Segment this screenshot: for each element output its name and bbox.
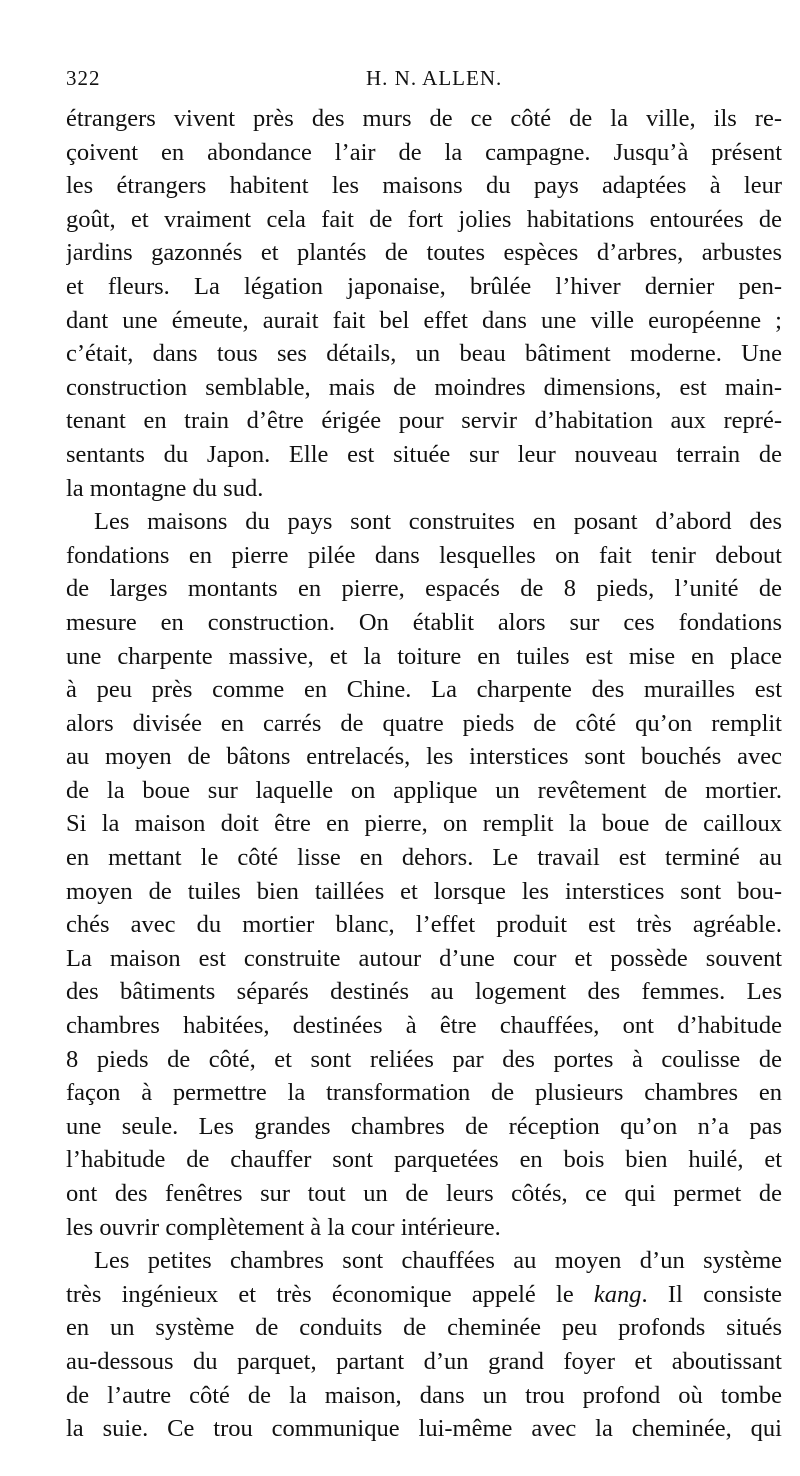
text-line: Les petites chambres sont chauffées au moyen d’un système [94, 1247, 782, 1275]
text-line: c’était, dans tous ses détails, un beau bâtiment moderne. Une [66, 340, 782, 368]
text-line: chés avec du mortier blanc, l’effet produit est très agréable. [66, 911, 782, 939]
text-line: une charpente massive, et la toiture en tuiles est mise en place [66, 642, 782, 670]
text-line: chambres habitées, destinées à être chauffées, ont d’habitude [66, 1012, 782, 1040]
text-line: tenant en train d’être érigée pour servir d’habitation aux repré- [66, 407, 782, 435]
text-line: moyen de tuiles bien taillées et lorsque les interstices sont bou- [66, 877, 782, 905]
text-line: les étrangers habitent les maisons du pays adaptées à leur [66, 172, 782, 200]
text-line: alors divisée en carrés de quatre pieds de côté qu’on remplit [66, 709, 782, 737]
page-number: 322 [66, 66, 101, 90]
text-line: fondations en pierre pilée dans lesquelles on fait tenir debout [66, 541, 782, 569]
text-line: goût, et vraiment cela fait de fort jolies habitations entourées de [66, 205, 782, 233]
text-line: des bâtiments séparés destinés au logement des femmes. Les [66, 978, 782, 1006]
text-line: en un système de conduits de cheminée peu profonds situés [66, 1314, 782, 1342]
text-line: de l’autre côté de la maison, dans un trou profond où tombe [66, 1381, 782, 1409]
text-line: Les maisons du pays sont construites en posant d’abord des [94, 508, 782, 536]
text-line: çoivent en abondance l’air de la campagne. Jusqu’à présent [66, 138, 782, 166]
text-line: sentants du Japon. Elle est située sur leur nouveau terrain de [66, 440, 782, 468]
text-line: ont des fenêtres sur tout un de leurs côtés, ce qui permet de [66, 1180, 782, 1207]
book-page [66, 66, 782, 1446]
text-line: étrangers vivent près des murs de ce côté de la ville, ils re- [66, 105, 782, 132]
text-line: dant une émeute, aurait fait bel effet dans une ville européenne ; [66, 306, 782, 334]
body-text [66, 102, 782, 1446]
text-line: construction semblable, mais de moindres dimensions, est main- [66, 373, 782, 401]
text-line: de larges montants en pierre, espacés de 8 pieds, l’unité de [66, 575, 782, 603]
italic-term: kang [593, 1280, 642, 1308]
text-line: la montagne du sud. [66, 474, 264, 502]
text-line: au moyen de bâtons entrelacés, les interstices sont bouchés avec [66, 743, 782, 771]
text-line: façon à permettre la transformation de plusieurs chambres en [66, 1079, 782, 1107]
text-line: 8 pieds de côté, et sont reliées par des portes à coulisse de [66, 1045, 782, 1073]
text-line: en mettant le côté lisse en dehors. Le travail est terminé au [66, 844, 782, 872]
text-line: au-dessous du parquet, partant d’un grand foyer et aboutissant [66, 1347, 782, 1375]
text-line: à peu près comme en Chine. La charpente des murailles est [66, 676, 782, 704]
text-line: la suie. Ce trou communique lui-même avec la cheminée, qui [66, 1415, 782, 1443]
text-line: Si la maison doit être en pierre, on remplit la boue de cailloux [66, 810, 782, 838]
text-line: les ouvrir complètement à la cour intérieure. [66, 1213, 501, 1241]
page-header [66, 66, 782, 102]
text-line: de la boue sur laquelle on applique un revêtement de mortier. [66, 776, 782, 804]
text-line: mesure en construction. On établit alors sur ces fondations [66, 608, 782, 636]
text-line: et fleurs. La légation japonaise, brûlée l’hiver dernier pen- [66, 272, 782, 300]
text-line: jardins gazonnés et plantés de toutes espèces d’arbres, arbustes [66, 239, 782, 267]
text-line: l’habitude de chauffer sont parquetées en bois bien huilé, et [66, 1146, 782, 1174]
text-line: La maison est construite autour d’une cour et possède souvent [66, 944, 782, 972]
text-line: très ingénieux et très économique appelé le kang. Il consiste [66, 1280, 782, 1308]
running-head: H. N. ALLEN. [366, 66, 503, 90]
text-line: une seule. Les grandes chambres de réception qu’on n’a pas [66, 1112, 782, 1140]
